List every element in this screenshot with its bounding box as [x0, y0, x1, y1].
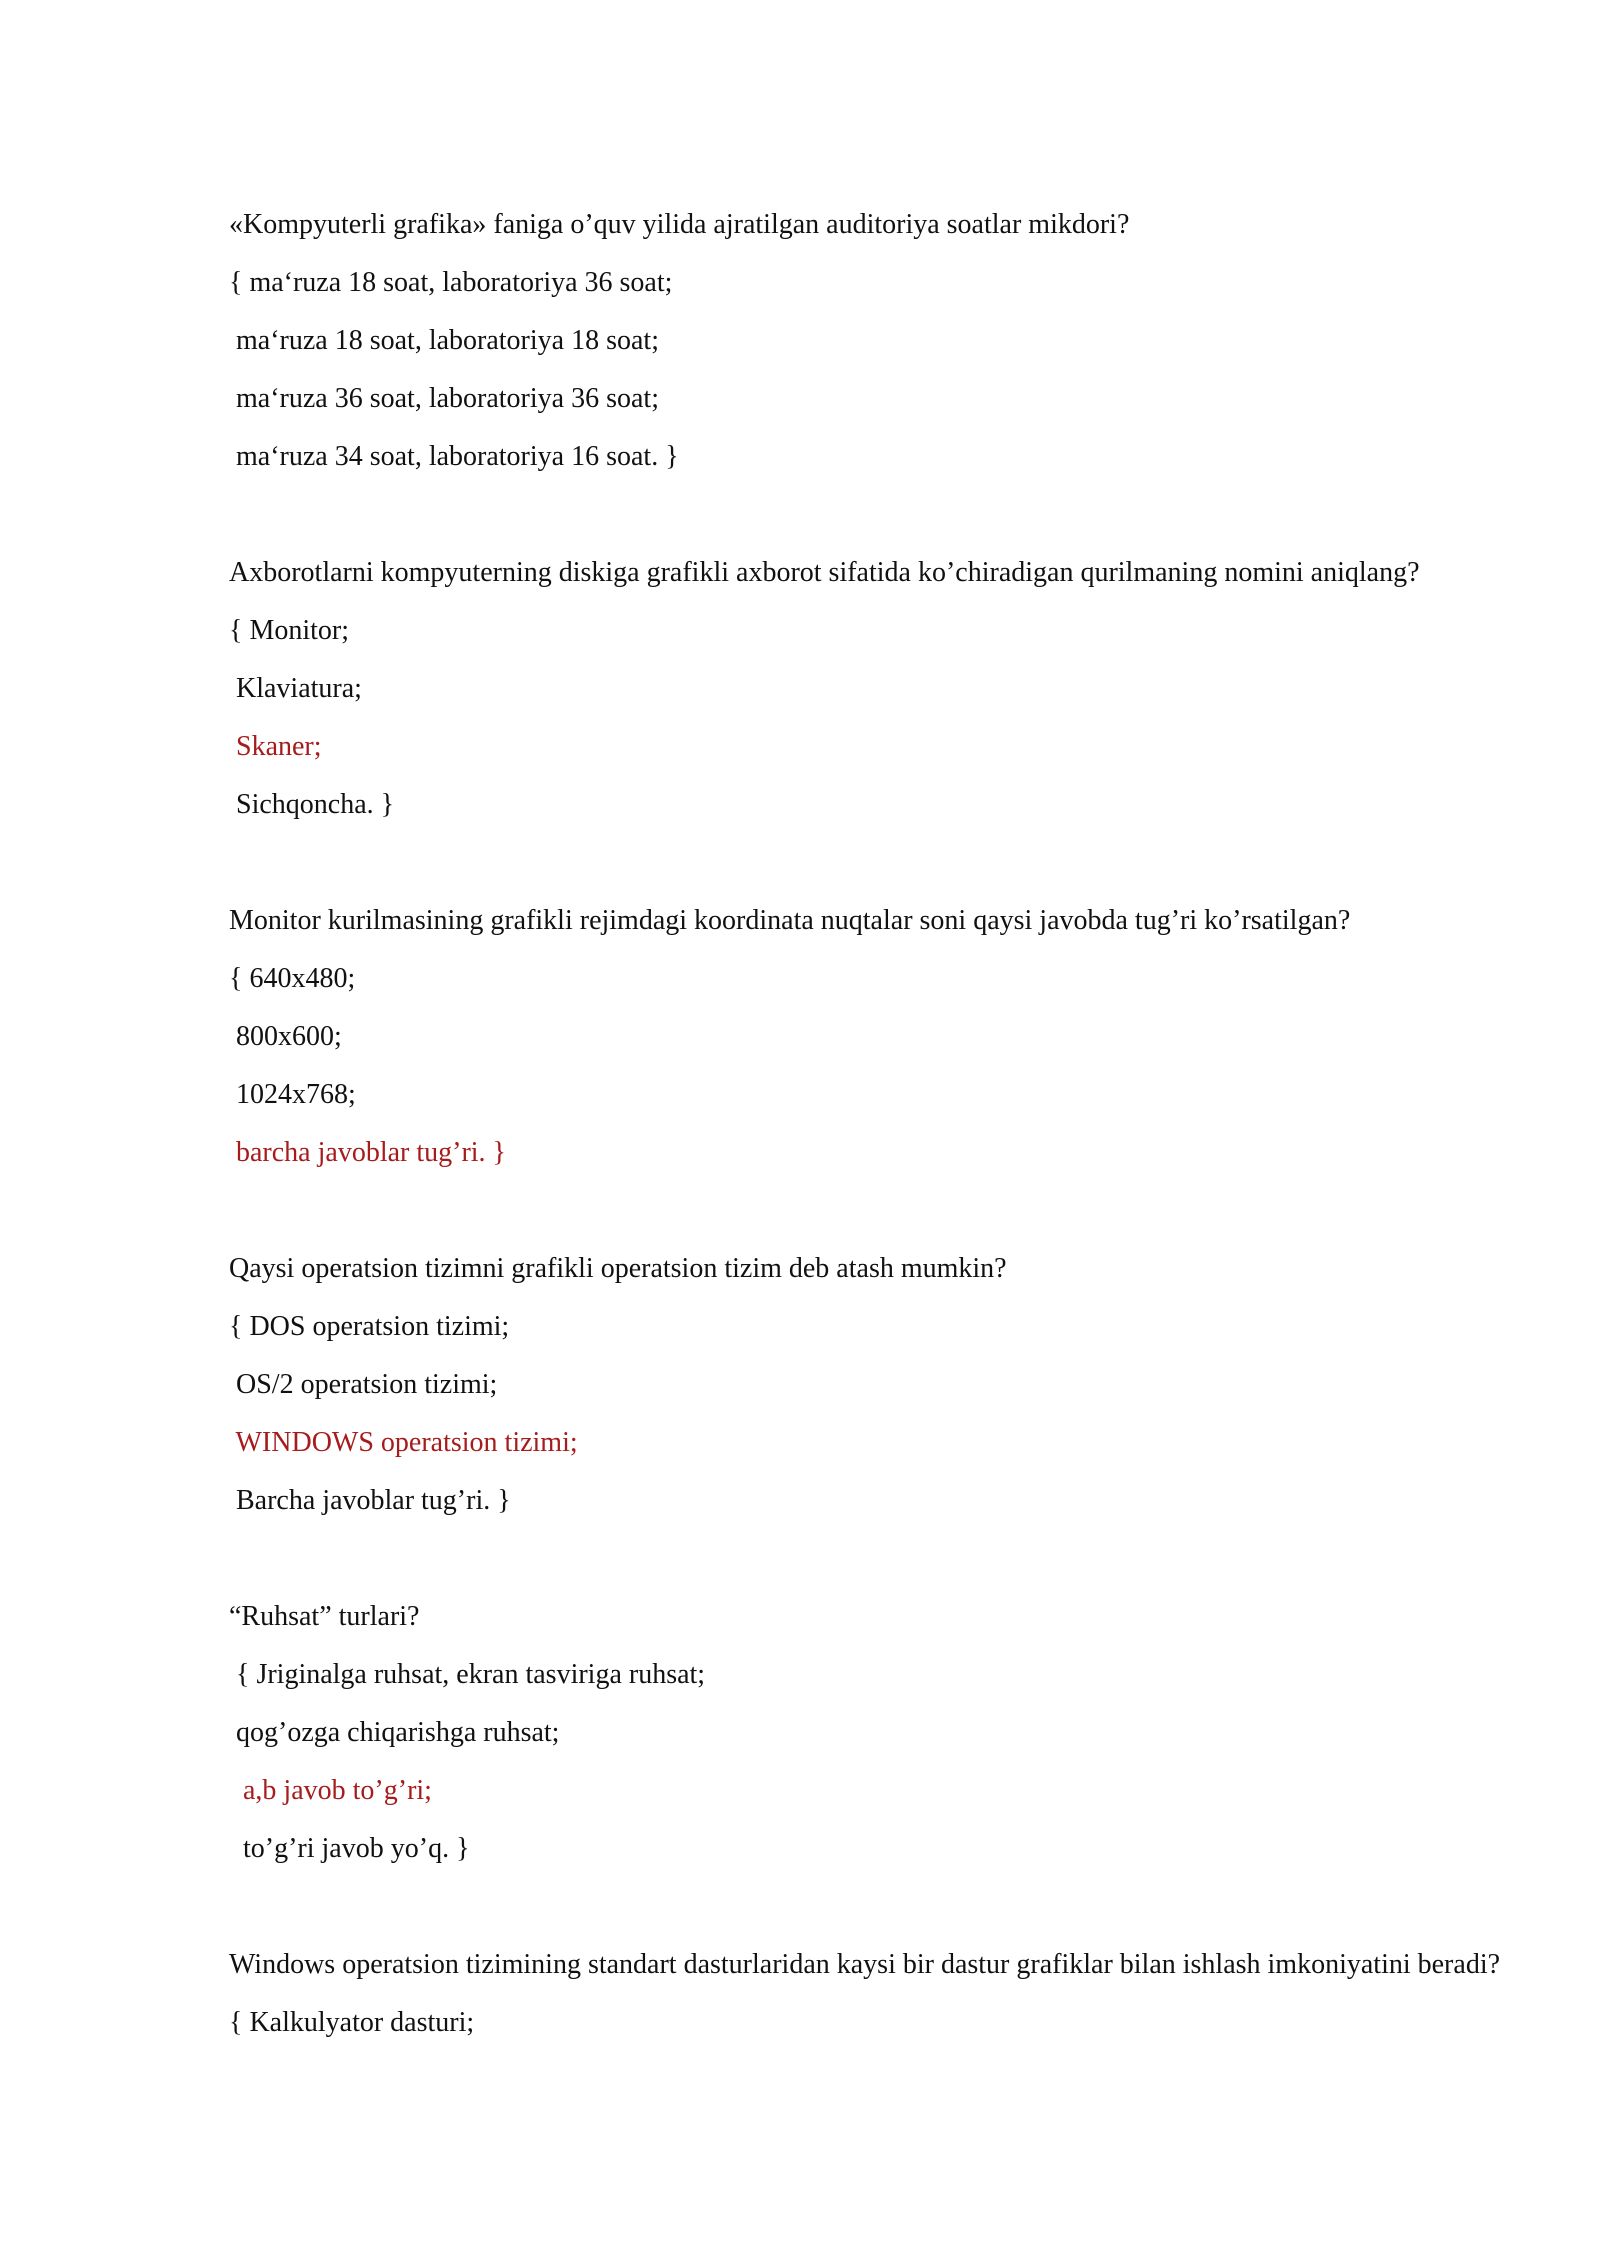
answer-option: { DOS operatsion tizimi; — [229, 1311, 510, 1342]
answer-option-correct: Skaner; — [229, 731, 322, 762]
answer-option: ma‘ruza 34 soat, laboratoriya 16 soat. } — [229, 441, 679, 472]
question-text: Axborotlarni kompyuterning diskiga grafikli axborot sifatida ko’chiradigan qurilmaning nomini aniqlang? — [229, 557, 1420, 588]
question-text: «Kompyuterli grafika» faniga o’quv yilida ajratilgan auditoriya soatlar mikdori? — [229, 209, 1130, 240]
answer-option: { ma‘ruza 18 soat, laboratoriya 36 soat; — [229, 267, 673, 298]
answer-option-correct: barcha javoblar tug’ri. } — [229, 1137, 506, 1168]
question-block-2 — [229, 555, 1509, 823]
question-text: Qaysi operatsion tizimni grafikli operatsion tizim deb atash mumkin? — [229, 1253, 1007, 1284]
answer-option: { Jriginalga ruhsat, ekran tasviriga ruhsat; — [229, 1659, 706, 1690]
question-block-6 — [229, 1947, 1509, 2041]
question-block-5 — [229, 1599, 1509, 1867]
question-block-4 — [229, 1251, 1509, 1519]
answer-option: { Monitor; — [229, 615, 349, 646]
question-block-1 — [229, 207, 1509, 475]
answer-option: 800x600; — [229, 1021, 342, 1052]
question-gap — [229, 845, 1509, 903]
question-gap — [229, 497, 1509, 555]
answer-option: Klaviatura; — [229, 673, 362, 704]
answer-option: to’g’ri javob yo’q. } — [229, 1833, 470, 1864]
answer-option: ma‘ruza 36 soat, laboratoriya 36 soat; — [229, 383, 659, 414]
question-gap — [229, 1541, 1509, 1599]
answer-option: ma‘ruza 18 soat, laboratoriya 18 soat; — [229, 325, 659, 356]
answer-option: { 640x480; — [229, 963, 356, 994]
document-content — [229, 207, 1509, 2063]
answer-option: qog’ozga chiqarishga ruhsat; — [229, 1717, 560, 1748]
answer-option: Barcha javoblar tug’ri. } — [229, 1485, 511, 1516]
question-block-3 — [229, 903, 1509, 1171]
answer-option: 1024x768; — [229, 1079, 356, 1110]
question-text: “Ruhsat” turlari? — [229, 1601, 420, 1632]
answer-option: Sichqoncha. } — [229, 789, 395, 820]
answer-option-correct: a,b javob to’g’ri; — [229, 1775, 432, 1806]
question-gap — [229, 1193, 1509, 1251]
answer-option: OS/2 operatsion tizimi; — [229, 1369, 498, 1400]
question-text: Monitor kurilmasining grafikli rejimdagi koordinata nuqtalar soni qaysi javobda tug’ri ko’rsatilgan? — [229, 905, 1351, 936]
question-text: Windows operatsion tizimining standart dasturlaridan kaysi bir dastur grafiklar bilan ishlash imkoniyatini beradi? — [229, 1949, 1501, 1980]
answer-option: { Kalkulyator dasturi; — [229, 2007, 475, 2038]
answer-option-correct: WINDOWS operatsion tizimi; — [229, 1427, 578, 1458]
question-gap — [229, 1889, 1509, 1947]
